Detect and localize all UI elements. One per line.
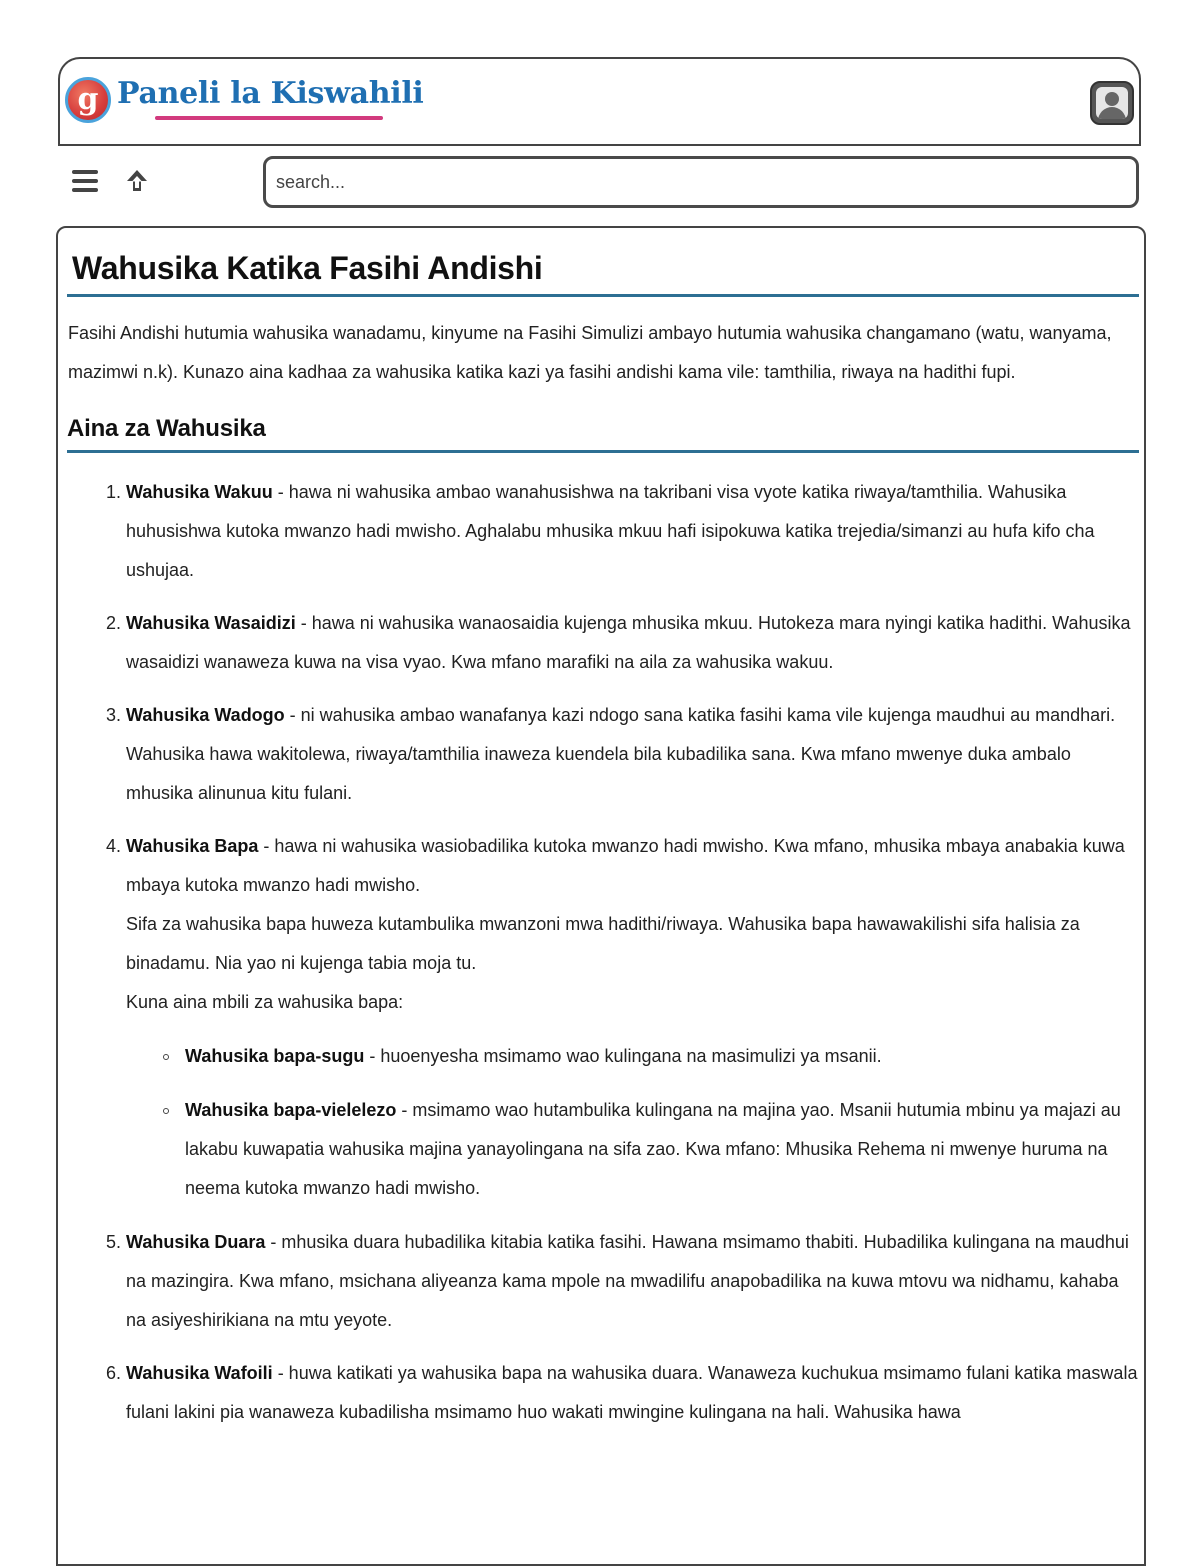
list-item <box>126 1354 1139 1432</box>
search-input[interactable] <box>263 156 1139 208</box>
logo-wordmark <box>117 76 424 112</box>
avatar-frame <box>1096 87 1128 119</box>
sub-list-item <box>185 1037 1139 1076</box>
circle-bullet-icon <box>163 1108 169 1114</box>
logo-letter: g <box>77 82 99 117</box>
list-item <box>126 1223 1139 1340</box>
list-item-term: Wahusika Wafoili <box>126 1363 273 1383</box>
title-divider <box>67 294 1139 297</box>
list-item-term: Wahusika Wakuu <box>126 482 273 502</box>
avatar-head <box>1105 92 1119 106</box>
list-item-text: - hawa ni wahusika ambao wanahusishwa na takribani visa vyote katika riwaya/tamthilia. Wahusika huhusishwa kutoka mwanzo hadi mwisho. Aghalabu mhusika mkuu hafi isipokuwa katika trejedia/simanzi au hufa kifo cha ushujaa. <box>126 482 1095 580</box>
sub-list-item-term: Wahusika bapa-sugu <box>185 1046 365 1066</box>
sub-list-item-term: Wahusika bapa-vielelezo <box>185 1100 397 1120</box>
sub-list-item-text: - huoenyesha msimamo wao kulingana na masimulizi ya msanii. <box>364 1046 882 1066</box>
list-item-text: - mhusika duara hubadilika kitabia katika fasihi. Hawana msimamo thabiti. Hubadilika kulingana na maudhui na mazingira. Kwa mfano, msichana aliyeanza kama mpole na mwadilifu anapobadilika na kuwa mtovu wa nidhamu, kahaba na asiyeshirikiana na mtu yeyote. <box>126 1232 1129 1330</box>
sub-list-item <box>185 1091 1139 1208</box>
intro-paragraph: Fasihi Andishi hutumia wahusika wanadamu, kinyume na Fasihi Simulizi ambayo hutumia wahusika changamano (watu, wanyama, mazimwi n.k). Kunazo aina kadhaa za wahusika katika kazi ya fasihi andishi kama vile: tamthilia, riwaya na hadithi fupi. <box>68 323 1112 382</box>
section-title: Aina za Wahusika <box>67 415 266 442</box>
section-divider <box>67 450 1139 453</box>
list-item <box>126 473 1139 590</box>
site-logo[interactable] <box>65 77 424 123</box>
list-item-text: - ni wahusika ambao wanafanya kazi ndogo sana katika fasihi kama vile kujenga maudhui au mandhari. Wahusika hawa wakitolewa, riwaya/tamthilia inaweza kuendela bila kubadilika sana. Kwa mfano mwenye duka ambalo mhusika alinunua kitu fulani. <box>126 705 1116 803</box>
list-item <box>126 696 1139 813</box>
logo-badge-icon <box>65 77 111 123</box>
sub-list-item-text: - msimamo wao hutambulika kulingana na majina yao. Msanii hutumia mbinu ya majazi au lakabu kuwapatia wahusika majina yanayolingana na sifa zao. Kwa mfano: Mhusika Rehema ni mwenye huruma na neema kutoka mwanzo hadi mwisho. <box>185 1100 1121 1198</box>
home-up-arrow-icon[interactable] <box>123 167 151 195</box>
sub-list <box>126 1037 1139 1208</box>
list-item-term: Wahusika Wasaidizi <box>126 613 296 633</box>
list-item-term: Wahusika Duara <box>126 1232 266 1252</box>
list-item <box>126 827 1139 1208</box>
article-body <box>67 228 1139 1446</box>
circle-bullet-icon <box>163 1054 169 1060</box>
page-title: Wahusika Katika Fasihi Andishi <box>72 250 543 286</box>
list-item-term: Wahusika Wadogo <box>126 705 285 725</box>
article-card <box>56 226 1146 1566</box>
list-item-text: - hawa ni wahusika wasiobadilika kutoka mwanzo hadi mwisho. Kwa mfano, mhusika mbaya anabakia kuwa mbaya kutoka mwanzo hadi mwisho. <box>126 836 1125 895</box>
logo-underline <box>155 116 383 120</box>
avatar-body <box>1098 107 1126 119</box>
logo-text: Paneli la Kiswahili <box>117 76 424 111</box>
list-item-term: Wahusika Bapa <box>126 836 259 856</box>
site-header <box>58 57 1141 146</box>
list-item-text: Sifa za wahusika bapa huweza kutambulika mwanzoni mwa hadithi/riwaya. Wahusika bapa hawawakilishi sifa halisia za binadamu. Nia yao ni kujenga tabia moja tu. <box>126 914 1080 973</box>
user-avatar-icon[interactable] <box>1090 81 1134 125</box>
list-item-text: - hawa ni wahusika wanaosaidia kujenga mhusika mkuu. Hutokeza mara nyingi katika hadithi. Wahusika wasaidizi wanaweza kuwa na visa vyao. Kwa mfano marafiki na aila za wahusika wakuu. <box>126 613 1131 672</box>
hamburger-menu-icon[interactable] <box>72 170 98 192</box>
list-item-text: - huwa katikati ya wahusika bapa na wahusika duara. Wanaweza kuchukua msimamo fulani katika maswala fulani lakini pia wanaweza kubadilisha msimamo huo wakati mwingine kulingana na hali. Wahusika hawa <box>126 1363 1138 1422</box>
list-item-text: Kuna aina mbili za wahusika bapa: <box>126 992 404 1012</box>
character-types-list <box>67 473 1139 1432</box>
list-item <box>126 604 1139 682</box>
